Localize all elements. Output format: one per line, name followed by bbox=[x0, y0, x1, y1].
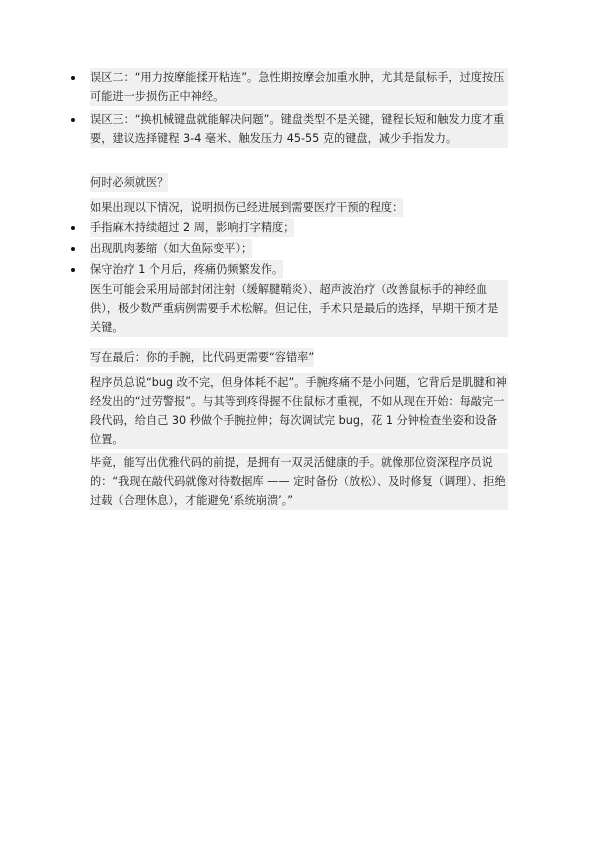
symptom-item: 手指麻木持续超过 2 周，影响打字精度； bbox=[90, 218, 294, 237]
article-body bbox=[68, 68, 508, 510]
myth-list bbox=[68, 68, 508, 148]
bullet-dot-icon bbox=[71, 247, 75, 251]
myth-item-3: 误区三：“换机械键盘就能解决问题”。键盘类型不是关键，键程长短和触发力度才重要，建议选择键程 3-4 毫米、触发压力 45-55 克的键盘，减少手指发力。 bbox=[90, 110, 508, 148]
bullet-dot-icon bbox=[71, 226, 75, 230]
treatment-note: 医生可能会采用局部封闭注射（缓解腱鞘炎）、超声波治疗（改善鼠标手的神经血供），极少数严重病例需要手术松解。但记住，手术只是最后的选择，早期干预才是关键。 bbox=[68, 280, 508, 337]
symptom-item: 保守治疗 1 个月后，疼痛仍频繁发作。 bbox=[90, 260, 283, 279]
list-item bbox=[68, 260, 508, 279]
bullet-dot-icon bbox=[71, 118, 75, 122]
symptom-item: 出现肌肉萎缩（如大鱼际变平）； bbox=[90, 239, 252, 258]
bullet-dot-icon bbox=[71, 268, 75, 272]
list-item bbox=[68, 218, 508, 237]
section-heading-when-to-see-doctor: 何时必须就医？ bbox=[68, 173, 508, 192]
closing-paragraph-1: 程序员总说“bug 改不完，但身体耗不起”。手腕疼痛不是小问题，它背后是肌腱和神经发出的“过劳警报”。与其等到疼得握不住鼠标才重视，不如从现在开始：每敲完一段代码，给自己 30 秒做个手腕拉伸；每次调试完 bug，花 1 分钟检查坐姿和设备位置。 bbox=[68, 373, 508, 449]
myth-item-2: 误区二：“用力按摩能揉开粘连”。急性期按摩会加重水肿，尤其是鼠标手，过度按压可能进一步损伤正中神经。 bbox=[90, 68, 508, 106]
section-intro: 如果出现以下情况，说明损伤已经进展到需要医疗干预的程度： bbox=[68, 198, 508, 217]
closing-paragraph-2: 毕竟，能写出优雅代码的前提，是拥有一双灵活健康的手。就像那位资深程序员说的：“我现在敲代码就像对待数据库 —— 定时备份（放松）、及时修复（调理）、拒绝过载（合理休息），才能避免‘系统崩溃’。” bbox=[68, 453, 508, 510]
symptom-list bbox=[68, 218, 508, 279]
list-item bbox=[68, 239, 508, 258]
list-item bbox=[68, 110, 508, 148]
list-item bbox=[68, 68, 508, 106]
bullet-dot-icon bbox=[71, 76, 75, 80]
section-heading-closing: 写在最后：你的手腕，比代码更需要“容错率” bbox=[68, 348, 508, 367]
